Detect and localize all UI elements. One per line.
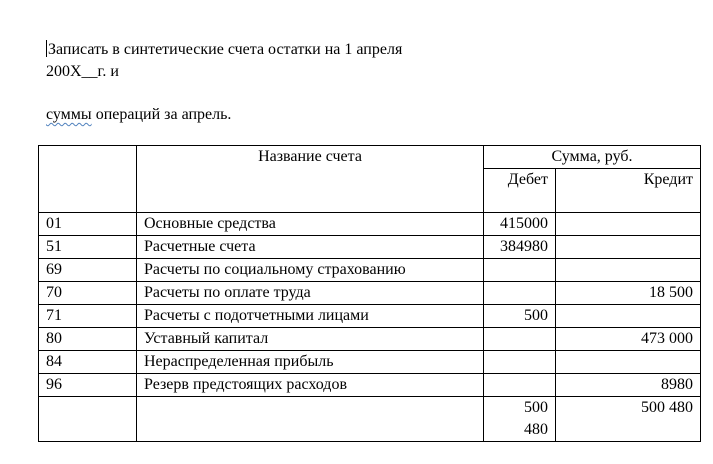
text-cursor xyxy=(46,40,47,57)
debit-amount xyxy=(484,259,556,282)
account-code: 69 xyxy=(39,259,137,282)
debit-amount xyxy=(484,351,556,374)
account-name: Расчеты с подотчетными лицами xyxy=(137,305,484,328)
account-code: 84 xyxy=(39,351,137,374)
table-row xyxy=(39,282,701,305)
table-row xyxy=(39,213,701,236)
instruction-line-2: 200Х__г. и xyxy=(46,63,119,80)
account-code: 01 xyxy=(39,213,137,236)
account-code: 51 xyxy=(39,236,137,259)
account-name: Расчеты по оплате труда xyxy=(137,282,484,305)
credit-amount: 8980 xyxy=(556,374,701,397)
debit-amount xyxy=(484,374,556,397)
instruction-line-1 xyxy=(46,39,402,61)
header-amount: Сумма, руб. xyxy=(484,146,701,169)
account-code: 96 xyxy=(39,374,137,397)
totals-row xyxy=(39,397,701,442)
total-debit: 500 480 xyxy=(484,397,556,442)
credit-amount: 473 000 xyxy=(556,328,701,351)
total-credit: 500 480 xyxy=(556,397,701,442)
account-name: Резерв предстоящих расходов xyxy=(137,374,484,397)
credit-amount: 18 500 xyxy=(556,282,701,305)
instruction-text-3: операций за апрель. xyxy=(91,106,232,123)
header-account-name: Название счета xyxy=(137,146,484,213)
header-debit: Дебет xyxy=(484,169,556,213)
account-name: Нераспределенная прибыль xyxy=(137,351,484,374)
account-code: 71 xyxy=(39,305,137,328)
debit-amount: 384980 xyxy=(484,236,556,259)
account-name: Уставный капитал xyxy=(137,328,484,351)
credit-amount xyxy=(556,236,701,259)
credit-amount xyxy=(556,351,701,374)
header-credit: Кредит xyxy=(556,169,701,213)
accounts-table xyxy=(38,145,701,442)
credit-amount xyxy=(556,213,701,236)
table-row xyxy=(39,351,701,374)
table-row xyxy=(39,259,701,282)
instruction-text-1: Записать в синтетические счета остатки на 1 апреля xyxy=(48,41,403,58)
credit-amount xyxy=(556,259,701,282)
account-name: Расчеты по социальному страхованию xyxy=(137,259,484,282)
totals-code-cell xyxy=(39,397,137,442)
table-row xyxy=(39,236,701,259)
debit-amount xyxy=(484,282,556,305)
table-row xyxy=(39,305,701,328)
table-header-row xyxy=(39,146,701,169)
debit-amount: 415000 xyxy=(484,213,556,236)
account-code: 80 xyxy=(39,328,137,351)
account-name: Основные средства xyxy=(137,213,484,236)
header-code-cell xyxy=(39,146,137,213)
totals-name-cell xyxy=(137,397,484,442)
debit-amount: 500 xyxy=(484,305,556,328)
table-row xyxy=(39,374,701,397)
credit-amount xyxy=(556,305,701,328)
account-name: Расчетные счета xyxy=(137,236,484,259)
instruction-line-3 xyxy=(46,104,231,126)
account-code: 70 xyxy=(39,282,137,305)
table-row xyxy=(39,328,701,351)
debit-amount xyxy=(484,328,556,351)
spellcheck-underlined-word[interactable]: суммы xyxy=(46,106,92,123)
